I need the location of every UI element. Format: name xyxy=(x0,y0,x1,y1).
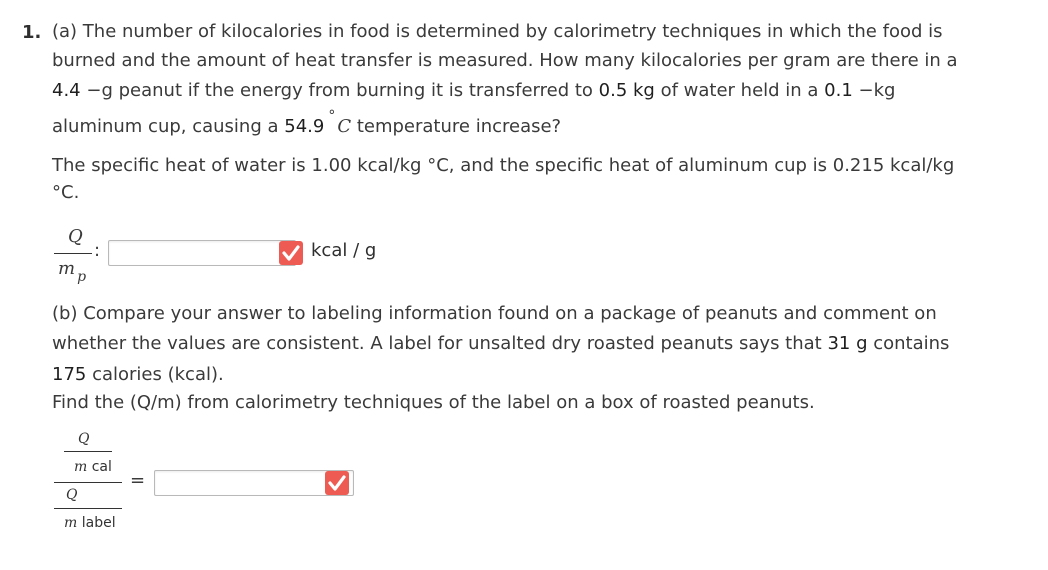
answer-input-a[interactable] xyxy=(108,240,296,266)
colon: : xyxy=(94,240,101,261)
bottom-fraction-denominator: m label xyxy=(64,515,116,531)
part-b-line-4: Find the (Q/m) from calorimetry techniques of the label on a box of roasted peanuts. xyxy=(52,392,815,413)
top-fraction-denominator: m cal xyxy=(74,459,112,475)
main-fraction-bar xyxy=(54,482,122,483)
label-mass-value: 31 g xyxy=(827,333,868,354)
part-b-line-1: (b) Compare your answer to labeling information found on a package of peanuts and comment on xyxy=(52,303,937,324)
equals-sign: = xyxy=(130,470,146,491)
temperature-value: 54.9 xyxy=(284,116,325,137)
fraction-bar xyxy=(54,253,92,254)
specific-heat-note-line-2: °C. xyxy=(52,182,80,203)
part-a-line-3: 4.4 −g peanut if the energy from burning it is transferred to 0.5 kg of water held in a 0.1 −kg xyxy=(52,80,896,101)
part-b-line-2: whether the values are consistent. A label for unsalted dry roasted peanuts says that 31 g contains xyxy=(52,333,950,354)
answer-input-b[interactable] xyxy=(154,470,354,496)
peanut-mass-value: 4.4 xyxy=(52,80,81,101)
correct-check-icon xyxy=(279,241,303,265)
part-b-line-3: 175 calories (kcal). xyxy=(52,364,224,385)
bottom-fraction-bar xyxy=(54,508,122,509)
unit-label: kcal / g xyxy=(311,240,377,261)
label-calories-value: 175 xyxy=(52,364,87,385)
bottom-fraction-numerator: Q xyxy=(66,487,78,503)
question-number: 1. xyxy=(22,22,42,43)
top-fraction-numerator: Q xyxy=(78,431,90,447)
fraction-q-numerator: Q xyxy=(68,226,83,247)
part-a-line-2: burned and the amount of heat transfer is measured. How many kilocalories per gram are there in a xyxy=(52,50,958,71)
part-a-line-4: aluminum cup, causing a 54.9 ° C temperature increase? xyxy=(52,108,562,137)
part-a-line-1: (a) The number of kilocalories in food is determined by calorimetry techniques in which the food is xyxy=(52,21,943,42)
correct-check-icon-b xyxy=(325,471,349,495)
top-fraction-bar xyxy=(64,451,112,452)
fraction-m-denominator: m $_p$ xyxy=(58,258,87,285)
cup-mass-value: 0.1 xyxy=(824,80,853,101)
water-mass-value: 0.5 kg xyxy=(598,80,655,101)
specific-heat-note-line-1: The specific heat of water is 1.00 kcal/kg °C, and the specific heat of aluminum cup is 0.215 kcal/kg xyxy=(52,155,955,176)
